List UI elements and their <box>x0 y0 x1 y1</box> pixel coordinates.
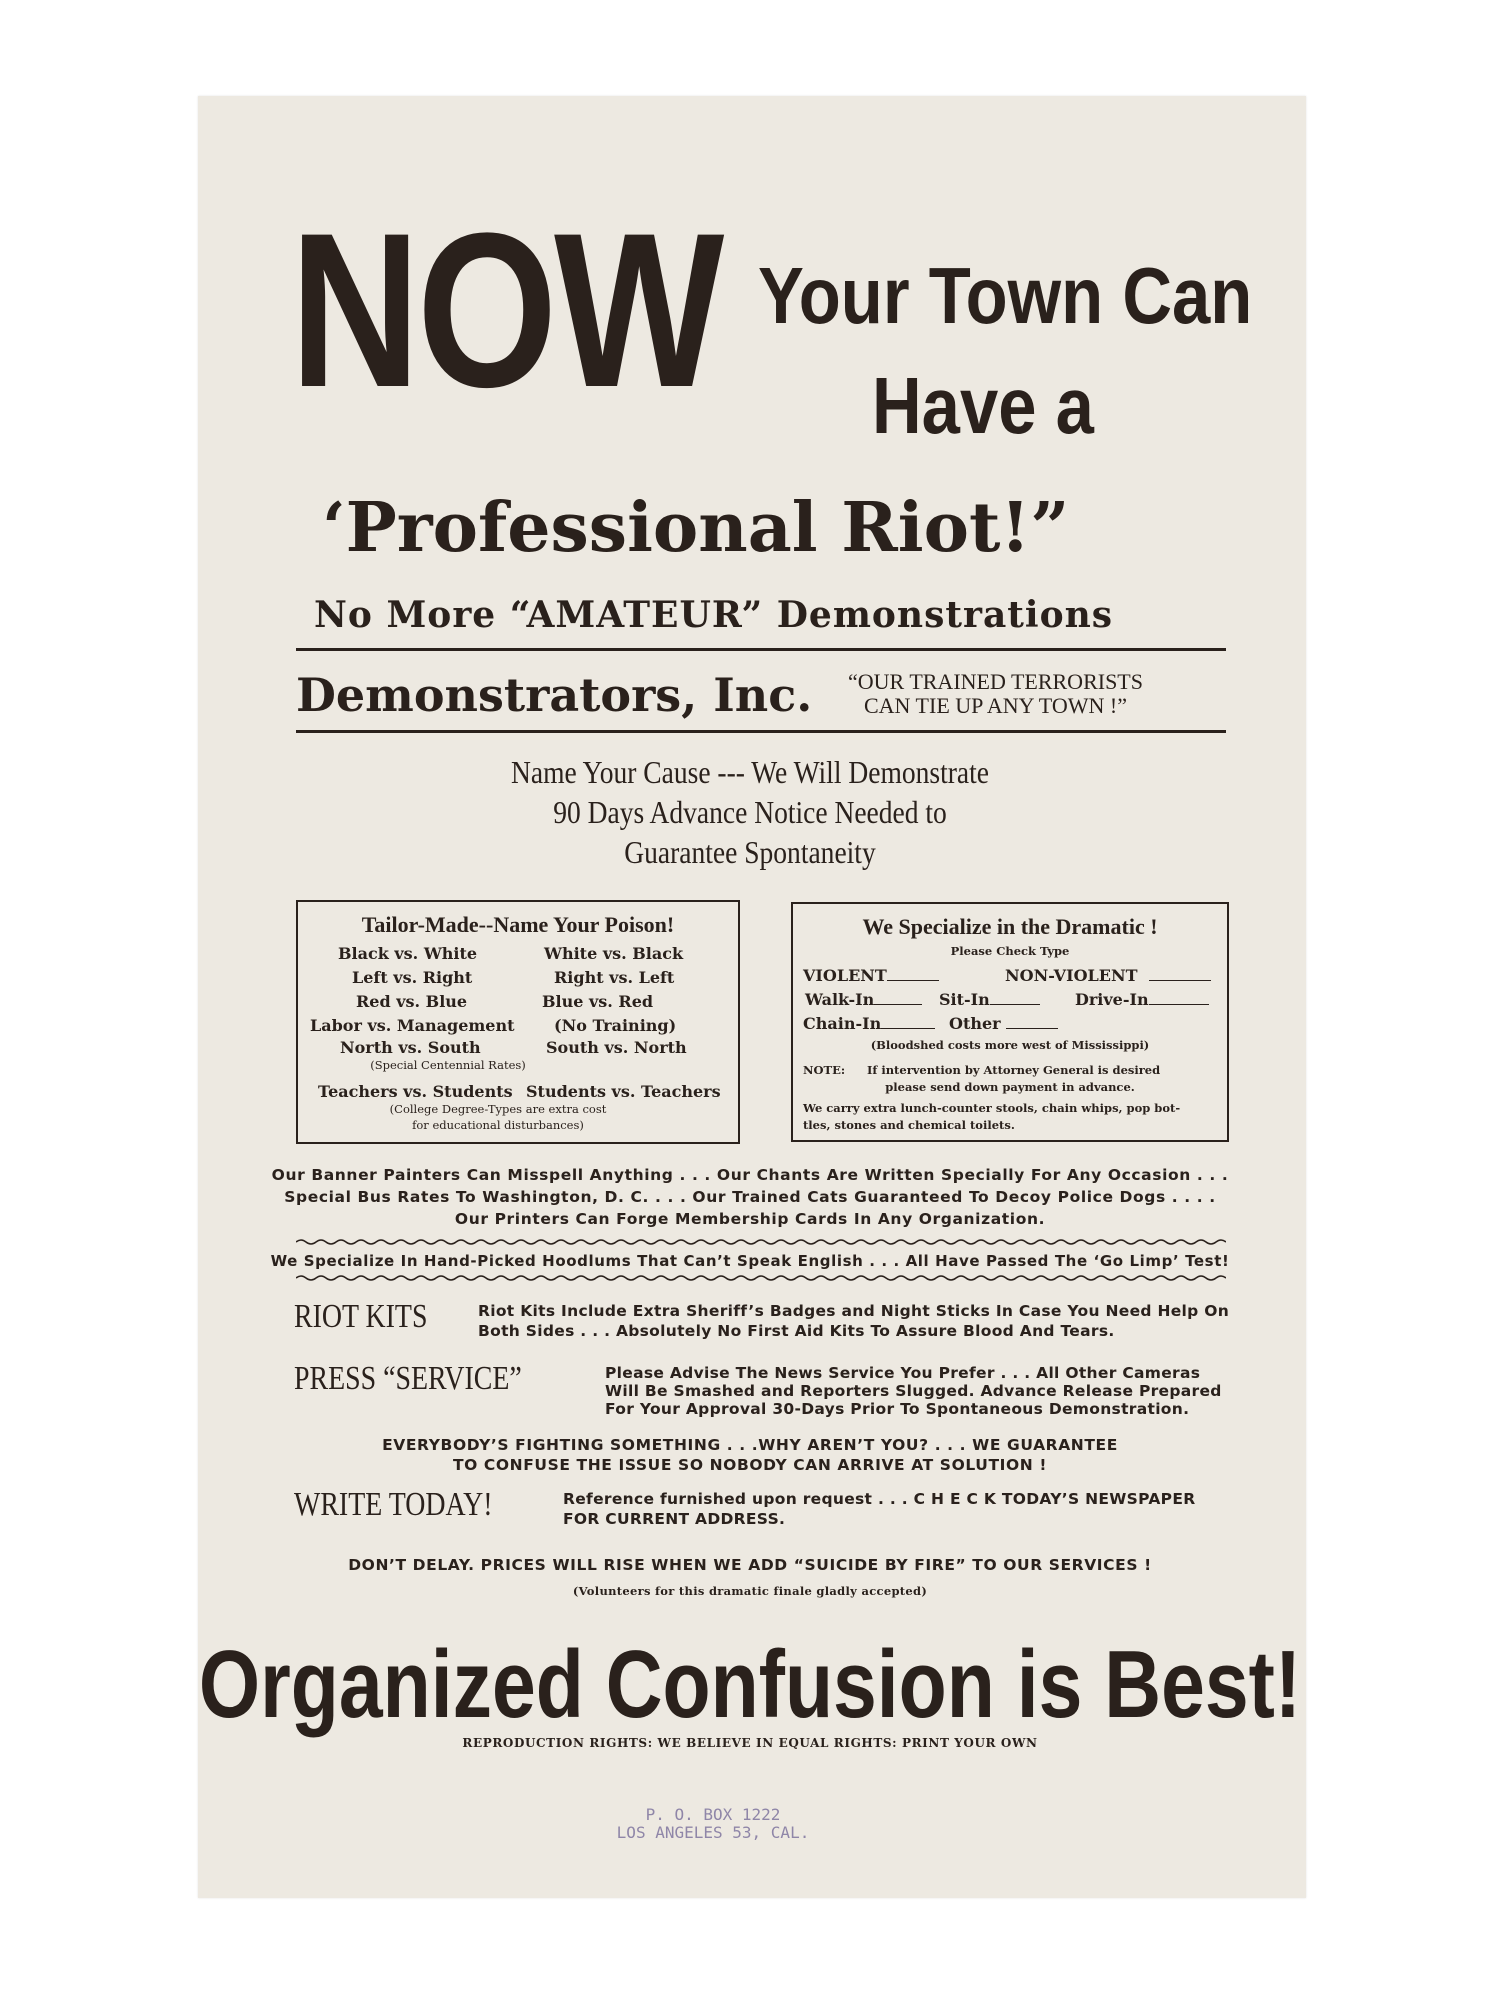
dont-delay-line: DON’T DELAY. PRICES WILL RISE WHEN WE ADD “SUICIDE BY FIRE” TO OUR SERVICES ! <box>348 1556 1152 1574</box>
cause-line1: Name Your Cause --- We Will Demonstrate <box>511 754 989 790</box>
teachers-left: Teachers vs. Students <box>318 1082 513 1101</box>
pair-left: Labor vs. Management <box>310 1016 515 1035</box>
pair-right: South vs. North <box>546 1038 687 1057</box>
other-label: Other <box>949 1014 1001 1033</box>
violent-label: VIOLENT <box>803 966 887 985</box>
wavy-rule-bottom <box>296 1274 1226 1282</box>
carry-line1: We carry extra lunch-counter stools, chain whips, pop bot- <box>803 1101 1181 1115</box>
dramatic-box-title: We Specialize in the Dramatic ! <box>862 914 1158 939</box>
sit-in-option <box>939 990 1040 1009</box>
headline-line2: Have a <box>872 361 1094 450</box>
walk-in-label: Walk-In <box>805 990 875 1009</box>
sit-in-label: Sit-In <box>939 990 990 1009</box>
wavy-rule-top <box>296 1238 1226 1246</box>
pair-right: White vs. Black <box>544 944 684 963</box>
write-today-heading: WRITE TODAY! <box>294 1486 493 1523</box>
organized-confusion-slogan: Organized Confusion is Best! <box>198 1631 1302 1738</box>
other-blank <box>1006 1014 1058 1029</box>
banner-line-2: Special Bus Rates To Washington, D. C. . . . Our Trained Cats Guaranteed To Decoy Police Dogs . . . . <box>284 1188 1216 1206</box>
slogan-line1: “OUR TRAINED TERRORISTS <box>848 669 1143 694</box>
headline-line1: Your Town Can <box>758 251 1253 340</box>
note-label: NOTE: <box>803 1063 846 1077</box>
headline-amateur: No More “AMATEUR” Demonstrations <box>314 594 1114 636</box>
banner-line-1: Our Banner Painters Can Misspell Anything . . . Our Chants Are Written Specially For Any Occasion . . . <box>271 1166 1229 1184</box>
write-line2: FOR CURRENT ADDRESS. <box>563 1510 786 1528</box>
non-violent-blank <box>1149 966 1211 981</box>
pair-left: North vs. South <box>340 1038 481 1057</box>
company-name: Demonstrators, Inc. <box>296 668 813 722</box>
tailor-made-box <box>296 900 740 1144</box>
reproduction-rights: REPRODUCTION RIGHTS: WE BELIEVE IN EQUAL RIGHTS: PRINT YOUR OWN <box>462 1736 1038 1750</box>
cause-block <box>363 752 1137 872</box>
violent-blank <box>887 966 939 981</box>
cause-line2: 90 Days Advance Notice Needed to <box>553 794 947 830</box>
company-slogan <box>848 670 1143 718</box>
everybody-line2: TO CONFUSE THE ISSUE SO NOBODY CAN ARRIVE AT SOLUTION ! <box>452 1456 1048 1474</box>
drive-in-option <box>1075 990 1209 1009</box>
walk-in-blank <box>874 990 922 1005</box>
college-note-1: (College Degree-Types are extra cost <box>389 1102 607 1116</box>
check-type-label: Please Check Type <box>950 944 1070 958</box>
write-line1: Reference furnished upon request . . . C H E C K TODAY’S NEWSPAPER <box>563 1490 1196 1508</box>
drive-in-blank <box>1149 990 1209 1005</box>
drive-in-label: Drive-In <box>1075 990 1149 1009</box>
pair-left: Left vs. Right <box>352 968 473 987</box>
cause-line3: Guarantee Spontaneity <box>624 834 876 870</box>
slogan-line2: CAN TIE UP ANY TOWN !” <box>864 693 1127 718</box>
riot-kits-line2: Both Sides . . . Absolutely No First Aid Kits To Assure Blood And Tears. <box>478 1322 1115 1340</box>
bloodshed-note: (Bloodshed costs more west of Mississippi) <box>870 1038 1150 1052</box>
chain-in-label: Chain-In <box>803 1014 882 1033</box>
headline-professional-riot: ‘Professional Riot!” <box>322 488 1070 568</box>
hoodlums-line: We Specialize In Hand-Picked Hoodlums That Can’t Speak English . . . All Have Passed The ‘Go Limp’ Test! <box>270 1252 1230 1270</box>
address-stamp <box>598 1806 828 1842</box>
non-violent-label: NON-VIOLENT <box>1005 966 1138 985</box>
press-line3: For Your Approval 30-Days Prior To Spontaneous Demonstration. <box>605 1400 1190 1418</box>
volunteers-note: (Volunteers for this dramatic finale gladly accepted) <box>572 1584 928 1598</box>
chain-in-blank <box>881 1014 935 1029</box>
carry-line2: tles, stones and chemical toilets. <box>803 1118 1015 1132</box>
pair-left: Red vs. Blue <box>356 992 468 1011</box>
other-option <box>949 1014 1058 1033</box>
non-violent-option <box>1005 966 1211 985</box>
riot-kits-heading: RIOT KITS <box>294 1298 428 1335</box>
pair-left: Black vs. White <box>338 944 478 963</box>
everybody-line1: EVERYBODY’S FIGHTING SOMETHING . . .WHY AREN’T YOU? . . . WE GUARANTEE <box>382 1436 1118 1454</box>
pair-right: Blue vs. Red <box>542 992 654 1011</box>
rule-top <box>296 648 1226 651</box>
pair-right: Right vs. Left <box>554 968 675 987</box>
centennial-note: (Special Centennial Rates) <box>370 1058 526 1072</box>
sit-in-blank <box>990 990 1040 1005</box>
dramatic-box <box>791 902 1229 1142</box>
press-line2: Will Be Smashed and Reporters Slugged. Advance Release Prepared <box>605 1382 1222 1400</box>
headline-now: NOW <box>290 187 722 433</box>
college-note-2: for educational disturbances) <box>412 1118 584 1132</box>
note-line1: If intervention by Attorney General is desired <box>867 1063 1161 1077</box>
riot-kits-line1: Riot Kits Include Extra Sheriff’s Badges and Night Sticks In Case You Need Help On <box>478 1302 1230 1320</box>
teachers-right: Students vs. Teachers <box>526 1082 721 1101</box>
violent-option <box>803 966 939 985</box>
press-service-heading: PRESS “SERVICE” <box>294 1360 522 1397</box>
walk-in-option <box>805 990 922 1009</box>
chain-in-option <box>803 1014 935 1033</box>
note-line2: please send down payment in advance. <box>885 1080 1135 1094</box>
press-line1: Please Advise The News Service You Prefer . . . All Other Cameras <box>605 1364 1201 1382</box>
stamp-line2: LOS ANGELES 53, CAL. <box>616 1823 810 1842</box>
stamp-line1: P. O. BOX 1222 <box>645 1805 781 1824</box>
tailor-box-title: Tailor-Made--Name Your Poison! <box>361 912 675 937</box>
rule-bottom <box>296 730 1226 733</box>
pair-right: (No Training) <box>554 1016 677 1035</box>
banner-line-3: Our Printers Can Forge Membership Cards In Any Organization. <box>454 1210 1046 1228</box>
